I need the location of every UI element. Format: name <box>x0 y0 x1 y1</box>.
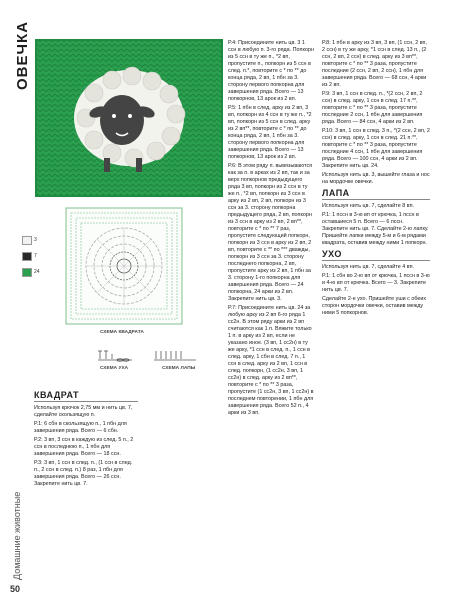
ear-chart-diagram <box>96 348 136 362</box>
ear-chart-caption: СХЕМА УХА <box>100 366 129 371</box>
divider <box>34 401 138 402</box>
square-chart-diagram <box>64 206 184 326</box>
paragraph: Р.7: Присоедините нить цв. 24 за любую арку из 2 вп 6-го ряда 1 сс2н. В этом ряду арки из 2 вп считаются как 1 п. Вяжите только 1 п. в арку из 2 вп, если не указано иное. (3 вп, 1 сс2н) в ту же арку, *1 ссн в след. п., 1 ссн в след. арку, 1 сбн в след. 7 п., 1 ссн в след. арку из 2 вп, 1 ссн в след. попкорн, (1 сс2н, 3 вп, 1 сс2н) в след. арку из 2 вп**, повторите с * по ** 3 раза, пропустите (1 сс2н, 3 вп, 1 сс2н) в последнем повторении, 1 пбн для завершения ряда. Всего 52 п., 4 арки из 3 вп. <box>228 305 314 416</box>
paragraph: Используя нить цв. 7, сделайте 4 вп. <box>322 264 414 270</box>
paw-chart-diagram <box>152 348 200 362</box>
color-swatch-3 <box>22 236 32 245</box>
paragraph: Р.1: 1 пссн в 3-ю вп от крючка, 1 пссн в оставшиеся 5 п. Всего — 6 пссн. Закрепите нить цв. 7. Сделайте 2-ю лапку. Пришейте лапки между 5-м и 6-м рядами квадрата, оставив между ними 1 попкорн. <box>322 212 429 246</box>
paragraph: Р.2: 3 вп, 3 ссн в каждую из след. 5 п., 2 ссн в последнюю п., 1 пбн для завершения ряда. Всего — 18 ссн. <box>34 437 134 457</box>
paragraph: Используя нить цв. 3, вышейте глаза и нос на мордочке овечки. <box>322 172 430 185</box>
page-title: ОВЕЧКА <box>14 20 31 90</box>
lapa-heading: ЛАПА <box>322 188 350 198</box>
color-swatch-label: 3 <box>34 237 37 243</box>
crochet-square-photo <box>34 38 224 198</box>
paragraph: Р.10: 3 вп, 1 ссн в след. 3 п., *(2 ссн, 2 вп, 2 ссн) в след. арку, 1 ссн в след. 21 п.**, повторите с * по ** 3 раза, пропустите последние 4 ссн, 1 пбн для завершения ряда. Всего — 100 ссн, 4 арки из 2 вп. Закрепите нить цв. 24. <box>322 128 430 169</box>
color-swatch-7 <box>22 252 32 261</box>
square-chart-caption: СХЕМА КВАДРАТА <box>100 330 144 335</box>
kvadrat-heading: КВАДРАТ <box>34 390 80 400</box>
color-swatch-label: 24 <box>34 269 40 275</box>
paragraph: Р.1: 6 сбн в скользящую п., 1 пбн для завершения ряда. Всего — 6 сбн. <box>34 421 127 434</box>
paragraph: Сделайте 2-е ухо. Пришейте уши с обеих сторон мордочки овечки, оставив между ними 5 попкорнов. <box>322 296 427 316</box>
divider <box>322 260 430 261</box>
section-name: Домашние животные <box>12 491 22 580</box>
instructions-column-3 <box>322 40 430 319</box>
section-kvadrat <box>34 392 138 490</box>
paragraph: Р.3: 3 вп, 1 ссн в след. п., (1 ссн в след. п., 2 ссн в след. п.) 8 раз, 1 пбн для завершения ряда. Всего — 26 ссн. Закрепите нить цв. 7. <box>34 460 133 487</box>
paragraph: Р.4: Присоедините нить цв. 3 1 ссн в любую п. 3-го ряда. Попкорн из 5 ссн в ту же п., *2 вп, пропустите п., попкорн из 5 ссн в след. п.*, повторите с * по ** до конца ряда, 2 вп, 1 пбн за 3. сторону первого попкорна для завершения ряда. Всего — 13 попкорнов, 13 арок из 2 вп. <box>228 40 314 102</box>
color-swatch-label: 7 <box>34 253 37 259</box>
paragraph: Используя нить цв. 7, сделайте 8 вп. <box>322 203 414 209</box>
page-number: 50 <box>10 584 21 594</box>
paragraph: Р.9: 3 вп, 1 ссн в след. п., *(2 ссн, 2 вп, 2 ссн) в след. арку, 1 ссн в след. 17 п.**, повторите с * по ** 3 раза, пропустите последние 2 ссн, 1 пбн для завершения ряда. Всего — 84 ссн, 4 арки из 2 вп. <box>322 91 423 125</box>
divider <box>322 199 430 200</box>
paw-chart-caption: СХЕМА ЛАПЫ <box>162 366 196 371</box>
instructions-column-2 <box>228 40 314 419</box>
color-swatch-24 <box>22 268 32 277</box>
paragraph: Используя крючок 2,75 мм и нить цв. 7, сделайте скользящую п. <box>34 405 133 418</box>
uho-heading: УХО <box>322 249 342 259</box>
paragraph: Р.5: 1 пбн в след. арку из 2 вп, 3 вп, попкорн из 4 ссн в ту же п., *2 вп, попкорн из 5 ссн в след. арку из 2 вп**, повторите с * по ** до конца ряда, 2 вп, 1 пбн за 3. сторону первого попкорна для завершения ряда. Всего — 13 попкорнов, 13 арок из 2 вп. <box>228 105 312 160</box>
paragraph: Р.6: В этом ряду п. вывязываются как за п. в арках из 2 вп, так и за верх попкорнов предыдущего ряда 3 вп, попкорн из 2 ссн в ту же п., *2 вп, попкорн из 3 ссн в арку из 2 вп, 2 вп, попкорн из 3 ссн за 3. сторону попкорна предыдущего ряда, 2 вп, попкорн из 3 ссн в арку из 2 вп, 2 вп**, повторите с * по ** 7 раз, пропустите следующий попкорн, попкорн из 3 ссн в арку из 2 вп, 2 вп, повторите с ** по *** дважды, попкорн из 3 ссн за 3. сторону последнего попкорна, 2 вп, пропустите арку из 2 вп, 1 пбн за 3. сторону 1-го попкорна для завершения ряда. Всего — 24 попкорна, 24 арки из 2 вп. Закрепите нить цв. 3. <box>228 163 313 302</box>
paragraph: Р.1: 1 сбн во 2-ю вп от крючка, 1 пссн в 3-ю и 4-ю вп от крючка. Всего — 3. Закрепите нить цв. 7. <box>322 273 430 293</box>
paragraph: Р.8: 1 пбн в арку из 3 вп, 3 вп, (1 ссн, 2 вп, 2 ссн) в ту же арку, *1 ссн в след. 13 п., (2 ссн, 2 вп, 2 ссн) в след. арку из 3 вп**, повторите с * по ** 3 раза, пропустите последние (2 ссн, 2 вп, 2 ссн), 1 пбн для завершения ряда. Всего — 68 ссн, 4 арки из 2 вп. <box>322 40 427 88</box>
